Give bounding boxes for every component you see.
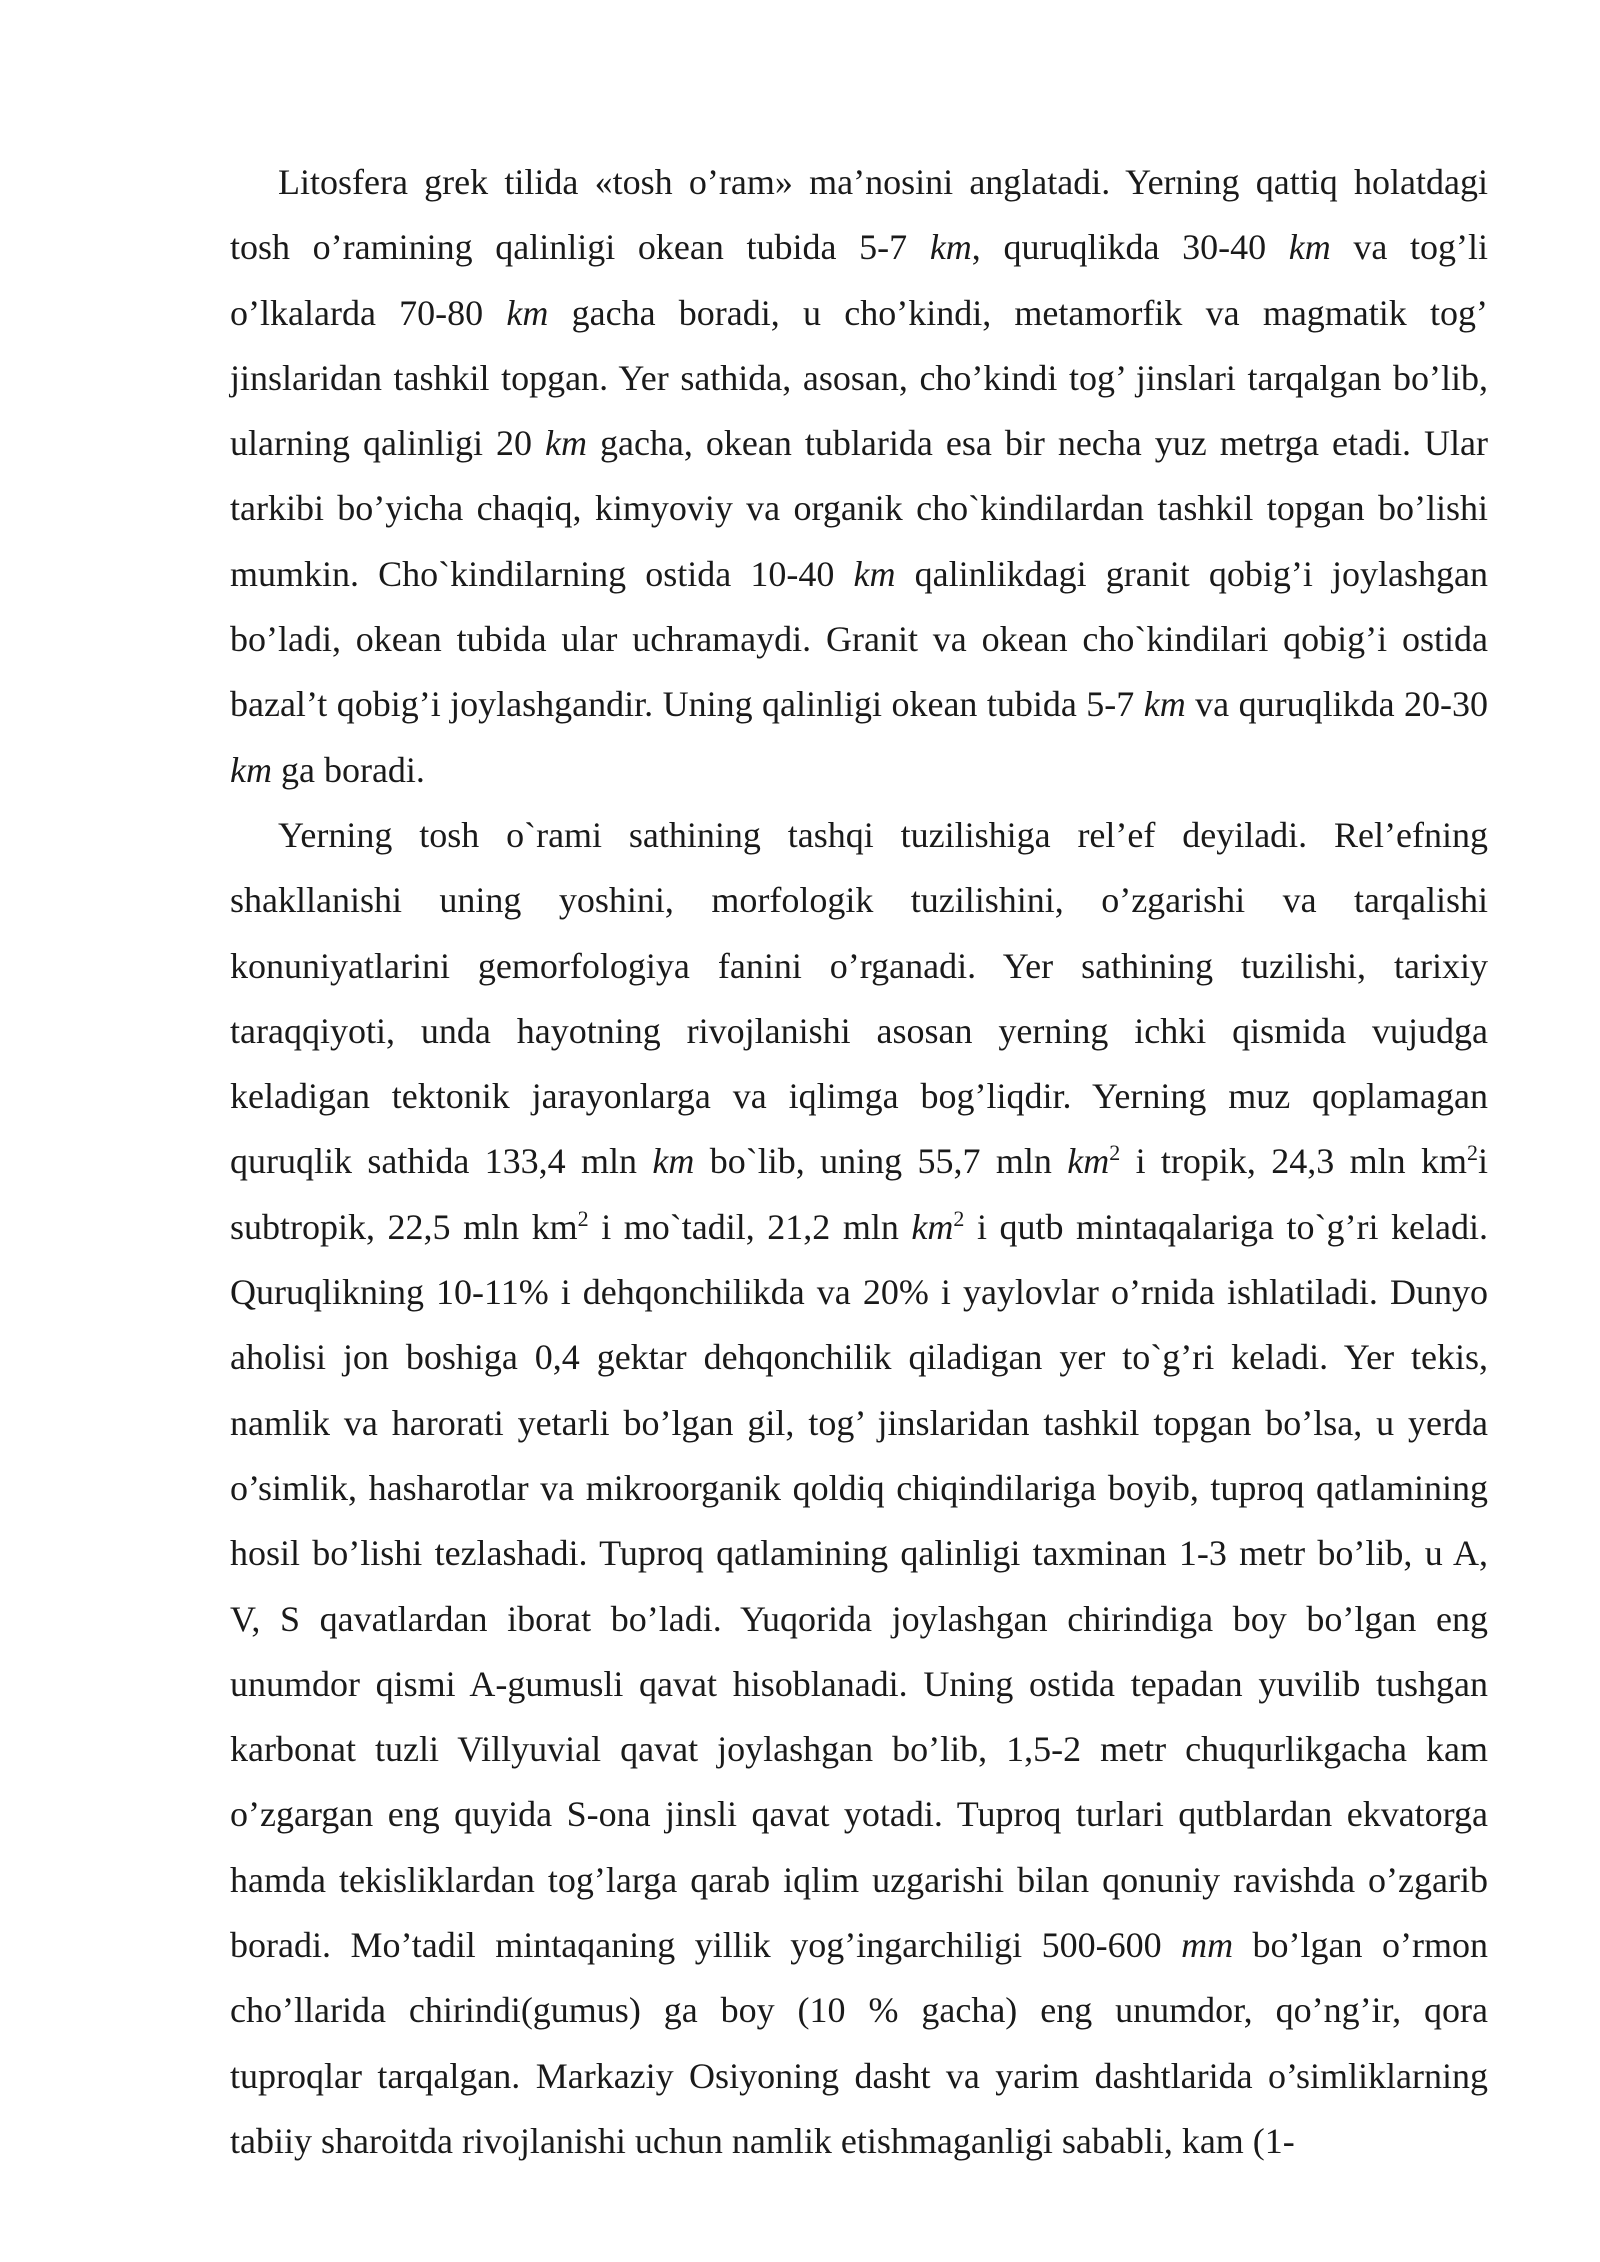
italic-unit: km — [544, 423, 587, 464]
italic-unit: km — [506, 292, 549, 333]
italic-unit: km — [911, 1206, 954, 1247]
superscript: 2 — [953, 1205, 965, 1231]
paragraph-relief — [230, 803, 1488, 2174]
superscript: 2 — [1467, 1140, 1479, 1166]
paragraph-lithosphere — [230, 150, 1488, 803]
text-run: ga boradi. — [271, 749, 425, 790]
text-run: bo’lgan o’rmon cho’llarida chirindi(gumus) ga boy (10 % gacha) eng unumdor, qo’ng’ir, qora tuproqlar tarqalgan. Markaziy Osiyoning dasht va yarim dashtlarida o’simliklarning tabiiy sharoitda rivojlanishi uchun namlik etishmaganligi sababli, kam (1- — [230, 1925, 1488, 2161]
text-run: gacha, okean tublarida esa bir necha yuz metrga etadi. Ular tarkibi bo’yicha chaqiq, kimyoviy va organik cho`kindilardan tashkil topgan bo’lishi mumkin. Cho`kindilarning ostida 10-40 — [230, 423, 1488, 594]
italic-unit: km — [929, 227, 972, 268]
text-run: i mo`tadil, 21,2 mln — [588, 1206, 912, 1247]
text-run: i qutb mintaqalariga to`g’ri keladi. Quruqlikning 10-11% i dehqonchilikda va 20% i yaylovlar o’rnida ishlatiladi. Dunyo aholisi jon boshiga 0,4 gektar dehqonchilik qiladigan yer to`g’ri keladi. Yer tekis, namlik va harorati yetarli bo’lgan gil, tog’ jinslaridan tashkil topgan bo’lsa, u yerda o’simlik, hasharotlar va mikroorganik qoldiq chiqindilariga boyib, tuproq qatlamining hosil bo’lishi tezlashadi. Tuproq qatlamining qalinligi taxminan 1-3 metr bo’lib, u A, V, S qavatlardan iborat bo’ladi. Yuqorida joylashgan chirindiga boy bo’lgan eng unumdor qismi A-gumusli qavat hisoblanadi. Uning ostida tepadan yuvilib tushgan karbonat tuzli Villyuvial qavat joylashgan bo’lib, 1,5-2 metr chuqurlikgacha kam o’zgargan eng quyida S-ona jinsli qavat yotadi. Tuproq turlari qutblardan ekvatorga hamda tekisliklardan tog’larga qarab iqlim uzgarishi bilan qonuniy ravishda o’zgarib boradi. Mo’tadil mintaqaning yillik yog’ingarchiligi 500-600 — [230, 1206, 1488, 1966]
text-run: i subtropik, 22,5 mln km — [230, 1141, 1489, 1247]
italic-unit: km — [1288, 227, 1331, 268]
text-run: va quruqlikda 20-30 — [1185, 684, 1488, 725]
text-run: i tropik, 24,3 mln km — [1120, 1141, 1468, 1182]
italic-unit: mm — [1181, 1925, 1234, 1966]
text-run: bo`lib, uning 55,7 mln — [694, 1141, 1068, 1182]
superscript: 2 — [577, 1205, 589, 1231]
text-run: va tog’li o’lkalarda 70-80 — [230, 227, 1488, 333]
italic-unit: km — [1143, 684, 1186, 725]
italic-unit: km — [230, 749, 272, 790]
italic-unit: km — [853, 553, 896, 594]
text-run: gacha boradi, u cho’kindi, metamorfik va magmatik tog’ jinslaridan tashkil topgan. Yer sathida, asosan, cho’kindi tog’ jinslari tarqalgan bo’lib, ularning qalinligi 20 — [230, 292, 1489, 464]
text-run: qalinlikdagi granit qobig’i joylashgan bo’ladi, okean tubida ular uchramaydi. Granit va okean cho`kindilari qobig’i ostida bazal’t qobig’i joylashgandir. Uning qalinligi okean tubida 5-7 — [230, 553, 1488, 725]
italic-unit: km — [652, 1141, 695, 1182]
text-run: Litosfera grek tilida «tosh o’ram» ma’nosini anglatadi. Yerning qattiq holatdagi tosh o’ramining qalinligi okean tubida 5-7 — [230, 162, 1488, 268]
superscript: 2 — [1109, 1140, 1121, 1166]
italic-unit: km — [1067, 1141, 1110, 1182]
text-run: Yerning tosh o`rami sathining tashqi tuzilishiga rel’ef deyiladi. Rel’efning shakllanishi uning yoshini, morfologik tuzilishini, o’zgarishi va tarqalishi konuniyatlarini gemorfologiya fanini o’rganadi. Yer sathining tuzilishi, tarixiy taraqqiyoti, unda hayotning rivojlanishi asosan yerning ichki qismida vujudga keladigan tektonik jarayonlarga va iqlimga bog’liqdir. Yerning muz qoplamagan quruqlik sathida 133,4 mln — [230, 814, 1488, 1182]
text-run: , quruqlikda 30-40 — [971, 227, 1289, 268]
document-page — [230, 150, 1488, 2174]
